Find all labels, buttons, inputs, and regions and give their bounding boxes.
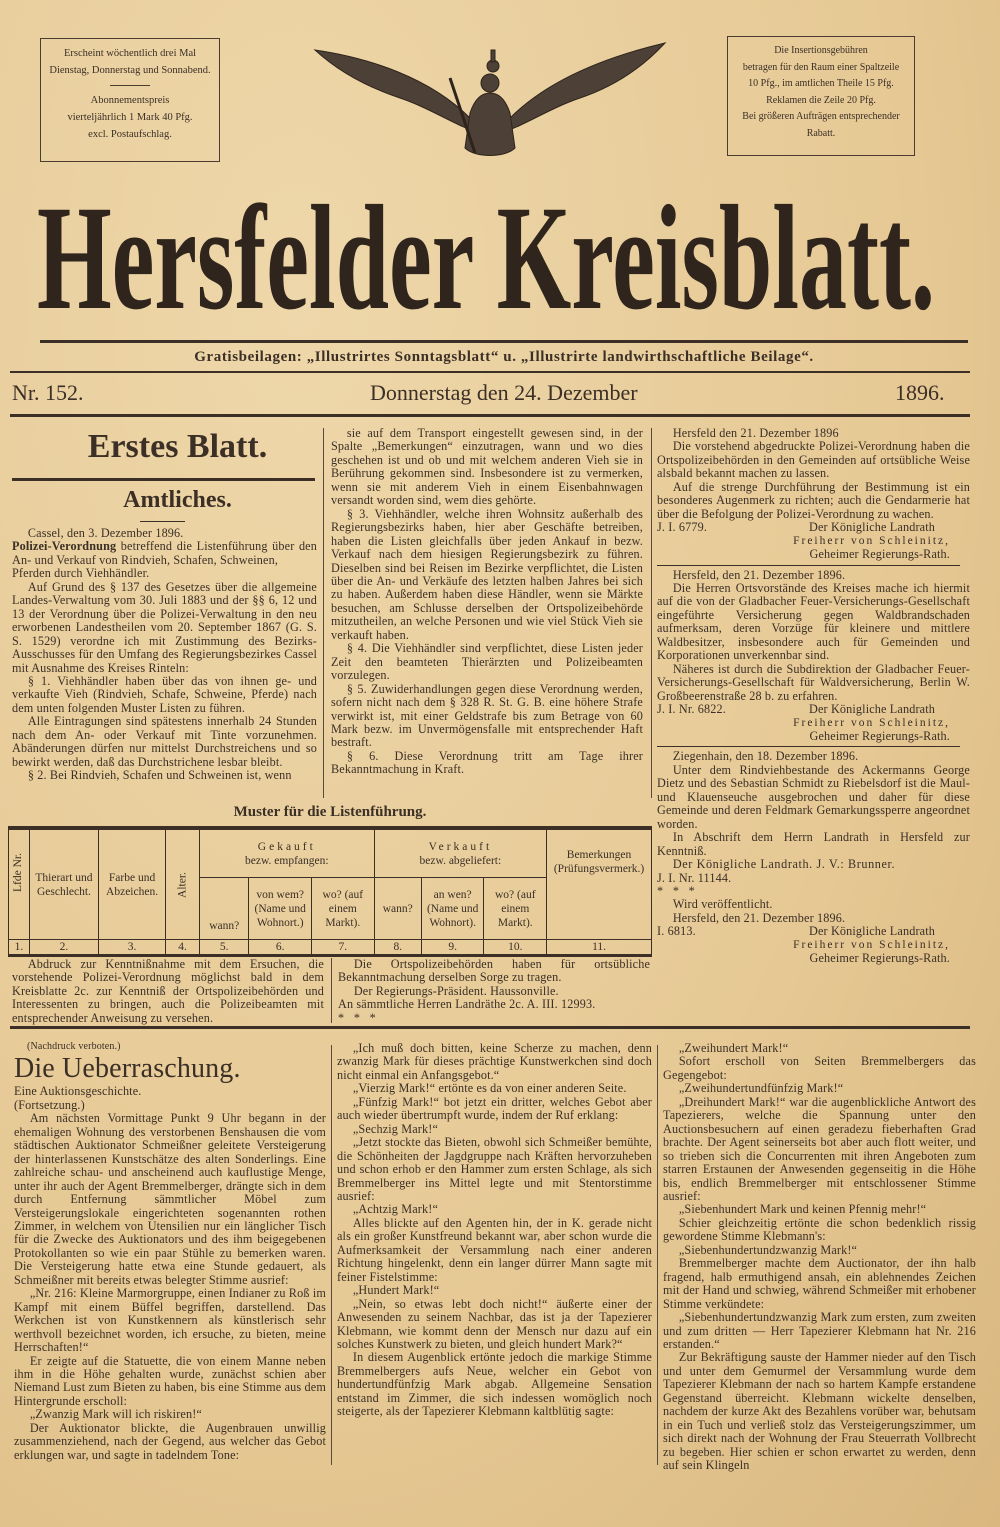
paragraph: § 2. Bei Rindvieh, Schafen und Schweinen ist, wenn (27, 768, 292, 783)
table-cell: 1. (9, 940, 30, 956)
issue-date: Donnerstag den 24. Dezember (370, 380, 638, 405)
paragraph: Näheres ist durch die Subdirektion der Gladbacher Feuer-Versicherungs-Gesellschaft für Waldversicherung, Berlin W. Großbeerenstraße 28 b. zu erfahren. (657, 661, 970, 703)
col-lfd-nr: Lfde Nr. (12, 852, 24, 892)
paragraph: „Ich muß doch bitten, keine Scherze zu machen, denn zwanzig Mark für dieses prächtige Kunstwerkchen sind doch nicht einmal ein Anfangsgebot.“ (337, 1041, 652, 1082)
notice3-signature: Geheimer Regierungs-Rath. (809, 951, 950, 966)
group-verkauft: Verkauft (428, 840, 493, 853)
col-thierart: Thierart und Geschlecht. (29, 830, 98, 940)
paragraph-list (663, 1042, 976, 1473)
feuilleton-col-2 (337, 1042, 652, 1419)
column-divider (323, 428, 324, 798)
frequency-line-1: Erscheint wöchentlich drei Mal (63, 48, 197, 59)
paragraph: In diesem Augenblick ertönte jedoch die markige Stimme Bremmelbergers aufs Neue, welcher ein Gebot von hundertundfünfzig Mark abgab. Allgemeine Sensation entstand im Zimmer, die sich indessen womöglich noch steigerte, als der Tapezierer Klebmann kaltblütig sagte: (337, 1350, 652, 1419)
column-divider (657, 1045, 658, 1465)
col-wann-2: wann? (374, 878, 421, 940)
paragraph: § 6. Diese Verordnung tritt am Tage ihrer Bekanntmachung in Kraft. (331, 748, 643, 777)
paragraph: Unter dem Rindviehbestande des Ackermanns George Dietz und des Sebastian Schmidt zu Riebelsdorf ist die Maul- und Klauenseuche ausgebrochen und daher für diese Gemeinde und deren Feldmark Gemarkungssperre angeordnet worden. (657, 762, 970, 831)
group-gekauft: Gekauft (257, 840, 316, 853)
paragraph: Der Auktionator blickte, die Augenbrauen unwillig zusammenziehend, nach der Gegend, aus welcher das Gebot erklungen war, und sagte in tadelndem Tone: (14, 1420, 326, 1462)
registry-table (8, 826, 652, 957)
notice1-signature: Freiherr von Schleinitz, (793, 534, 950, 547)
paragraph: „Sechzig Mark!“ (352, 1121, 439, 1136)
forwarding-note (12, 958, 324, 1025)
notice1-signature: Geheimer Regierungs-Rath. (809, 547, 950, 562)
rates-line-2: betragen für den Raum einer Spaltzeile (742, 61, 900, 73)
reprint-notice: (Nachdruck verboten.) (27, 1041, 121, 1052)
frequency-line-2: Dienstag, Donnerstag und Sonnabend. (49, 65, 211, 76)
paragraph: „Zweihundertundfünfzig Mark!“ (678, 1081, 844, 1096)
sheet-rule (12, 478, 315, 481)
story-title: Die Ueberraschung. (14, 1053, 241, 1085)
feuilleton-rule (10, 1026, 970, 1029)
paragraph-list (14, 1112, 326, 1462)
notice3-ref-2: I. 6813. (657, 924, 696, 939)
paragraph: „Zweihundert Mark!“ (678, 1041, 789, 1055)
price-label: Abonnementspreis (90, 95, 170, 106)
paragraph: „Dreihundert Mark!“ war die augenblickliche Antwort des Tapezierers, welche die Spannung unter den Auctionsbesuchern auf einen geradezu fieberhaften Grad brachte. Der Agent seinerseits bot aber auch flott weiter, und so trieben sich die Concurrenten mit ihren Angeboten zum starren Erstaunen der Anwesenden gegenseitig in die Höhe bis, endlich Bremmelberger mit entschlossener Stimme ausrief: (663, 1094, 976, 1203)
column-divider (331, 1045, 332, 1465)
price-note: excl. Postaufschlag. (88, 129, 172, 140)
paragraph: „Vierzig Mark!“ ertönte es da von einer anderen Seite. (352, 1081, 627, 1096)
feuilleton-col-3 (663, 1042, 976, 1473)
paragraph: Er zeigte auf die Statuette, die von einem Manne neben ihm in die Höhe gehalten wurde, zunächst schien aber Niemand Lust zum Bieten zu haben, bis eine Stimme aus dem Hintergrunde erscholl: (14, 1353, 326, 1408)
president-note (338, 958, 650, 1025)
story-subtitle: Eine Auktionsgeschichte. (14, 1084, 142, 1099)
heading-rule (140, 521, 185, 522)
paragraph: „Fünfzig Mark!“ bot jetzt ein dritter, welches Gebot aber auch wieder übertrumpft wurde, indem der Ruf erklang: (337, 1094, 652, 1123)
issue-number: Nr. 152. (12, 380, 84, 405)
stars-separator: * * * (657, 883, 695, 898)
notice2-signature: Geheimer Regierungs-Rath. (809, 729, 950, 743)
supplements-rule (10, 371, 970, 373)
paragraph: Am nächsten Vormittage Punkt 9 Uhr begann in der ehemaligen Wohnung des verstorbenen Benshausen die vom städtischen Auktionator Schmeißner geleitete Versteigerung der hinterlassenen Kunstschätze des alten Sonderlings. Eine zahlreiche schau- und anscheinend auch kauflustige Menge, unter ihr auch der Agent Bremmelberger, drängte sich in dem durch Entfernung sämmtlicher Möbel zum Versteigerungslokale eingerichteten sogenannten rothen Zimmer, in welchem von Utensilien nur ein länglicher Tisch für die Zwecke des Auktionators und des ihm beigegebenen Protokollanten so wie ein paar Stühle zu bemerken waren. Die Versteigerung hatte etwa eine Stunde gedauert, als Schmeißner mit bereits etwas belegter Stimme ausrief: (14, 1111, 326, 1287)
notice2-signature: Der Königliche Landrath (809, 702, 935, 717)
paragraph: § 3. Viehhändler, welche ihren Wohnsitz außerhalb des Regierungsbezirks haben, hier aber Geschäfte betreiben, haben die Listen gleichfalls über jeden Ankauf in bezw. Verkauf nach dem hiesigen Regierungsbezirk zu führen. Dieselben sind bei Reisen im Bezirke verpflichtet, die Listen über die An- und Verkäufe des letzten halben Jahres bei sich zu haben. Außerdem haben diese Händler, wenn sie Märkte besuchen, am Schlusse derselben der Ortspolizeibehörde mitzutheilen, an welche Personen und wie viel Stück Vieh sie verkauft haben. (331, 506, 643, 642)
issue-rule (10, 414, 970, 417)
paragraph: „Zwanzig Mark will ich riskiren!“ (29, 1407, 202, 1422)
notice-rule (657, 565, 960, 566)
newspaper-title (35, 160, 940, 330)
price-value: vierteljährlich 1 Mark 40 Pfg. (67, 112, 193, 123)
notice3-signature: Freiherr von Schleinitz, (793, 938, 950, 951)
paragraph: Alle Eintragungen sind spätestens innerhalb 24 Stunden nach dem An- oder Verkauf mit Tinte vorzunehmen. Abänderungen dürfen nur mittelst Durchstreichens und so bewirkt werden, daß das Durchstrichene lesbar bleibt. (12, 714, 317, 769)
paragraph: Auf die strenge Durchführung der Bestimmung ist ein besonderes Augenmerk zu richten; auch die Gendarmerie hat über die Befolgung der Polizei-Verordnung zu wachen. (657, 479, 970, 521)
issue-year: 1896. (895, 380, 945, 405)
column-official-3 (657, 427, 970, 966)
paragraph: Bremmelberger machte dem Auctionator, der ihn halb fragend, halb ermuthigend ansah, ein ablehnendes Zeichen mit der Hand und schwieg, während Schmeißer mit erhobener Stimme verkündete: (663, 1256, 976, 1311)
notice2-signature: Freiherr von Schleinitz, (793, 716, 950, 729)
subscription-box (40, 38, 220, 162)
paragraph-list (657, 582, 970, 703)
ordinance-title: Polizei-Verordnung (12, 539, 117, 554)
paragraph: „Siebenhundertundzwanzig Mark!“ (678, 1242, 858, 1257)
story-continuation: (Fortsetzung.) (14, 1097, 85, 1112)
col-bemerkungen: Bemerkungen (Prüfungsvermerk.) (547, 830, 652, 940)
paragraph: „Hundert Mark!“ (352, 1283, 440, 1298)
table-title: Muster für die Listenführung. (233, 804, 427, 820)
column-divider (331, 958, 332, 1023)
masthead-rule (40, 340, 968, 343)
table-cell: 4. (166, 940, 200, 956)
col-alter: Alter. (176, 871, 189, 898)
table-cell: 5. (199, 940, 248, 956)
rates-line-5: Bei größeren Aufträgen entsprechender (742, 111, 900, 122)
paragraph: Zur Bekräftigung sauste der Hammer nieder auf den Tisch und unter dem Gemurmel der Versammlung wurde dem Tapezierer Klebmann der nach so hartem Kampfe erstandene Gegenstand überreicht. Klebmann wickelte denselben, nachdem der kurze Akt des Bezahlens vorüber war, behutsam in ein Tuch und verließ stolz das Versteigerungszimmer, um sich direkt nach der Wohnung der Frau Steuerrath Vollbrecht zu begeben. Hier schien er schon erwartet zu werden, denn auf sein Klingeln (663, 1350, 976, 1473)
notice2-dateline: Hersfeld, den 21. Dezember 1896. (672, 567, 846, 582)
ordinance-subject-end: Pferden durch Viehhändler. (12, 566, 150, 581)
group-verkauft-sub: bezw. abgeliefert: (419, 854, 502, 867)
paragraph: sie auf dem Transport eingestellt gewesen sind, in der Spalte „Bemerkungen“ einzutragen, wann und wo dies geschehen ist und ob und mit welchem anderen Vieh sie in Berührung gekommen sind. Insbesondere ist zu vermerken, wenn sie mit anderem Vieh in einem Eisenbahnwagen versandt worden sind, wem dies gehörte. (331, 426, 643, 508)
paragraph: „Siebenhundert Mark und keinen Pfennig mehr!“ (678, 1202, 927, 1217)
paragraph-list (337, 1042, 652, 1419)
paragraph: Schier gleichzeitig ertönte die schon bedenklich rissig gewordene Stimme Klebmann's: (663, 1215, 976, 1244)
dateline: Cassel, den 3. Dezember 1896. (27, 526, 184, 540)
notice3-signature: Der Königliche Landrath (809, 924, 935, 939)
table-cell: 9. (421, 940, 484, 956)
ordinance-lead (12, 540, 317, 567)
section-heading: Amtliches. (123, 487, 232, 513)
notice2-ref: J. I. Nr. 6822. (657, 702, 726, 717)
notice1-ref: J. I. 6779. (657, 520, 708, 535)
paragraph: § 1. Viehhändler haben über das von ihnen ge- und verkaufte Vieh (Rindvieh, Schafe, Schweine, Pferde) nach dem unten folgenden Muster Listen zu führen. (12, 673, 317, 715)
newspaper-title-text: Hersfelder Kreisblatt. (37, 175, 935, 330)
notice-rule (657, 746, 960, 747)
notice3-ref: J. I. Nr. 11144. (657, 870, 732, 885)
president-text: Die Ortspolizeibehörden haben für ortsübliche Bekanntmachung derselben Sorge zu tragen. (338, 957, 650, 985)
rates-line-3: 10 Pfg., im amtlichen Theile 15 Pfg. (748, 78, 894, 89)
table-cell: 7. (312, 940, 375, 956)
paragraph: § 5. Zuwiderhandlungen gegen diese Verordnung werden, sofern nicht nach dem § 328 R. St. G. B. eine höhere Strafe verwirkt ist, mit einer Geldstrafe bis zum Betrage von 60 Mark bezw. im Unvermögensfalle mit entsprechender Haft bestraft. (331, 681, 643, 750)
paragraph: Die vorstehend abgedruckte Polizei-Verordnung haben die Ortspolizeibehörden in den Gemeinden auf ortsübliche Weise alsbald bekannt machen zu lassen. (657, 439, 970, 481)
paragraph: „Jetzt stockte das Bieten, obwohl sich Schmeißer bemühte, die Schönheiten der Jagdgruppe nach Kräften hervorzuheben und schon erhob er den Hammer zum ersten Schlage, als sich Bremmelberger ins Mittel legte und mit Stentorstimme ausrief: (337, 1135, 652, 1203)
published-note: Wird veröffentlicht. (672, 897, 773, 912)
paragraph: In Abschrift dem Herrn Landrath in Hersfeld zur Kenntniß. (657, 830, 970, 858)
paragraph: „Nein, so etwas lebt doch nicht!“ äußerte einer der Anwesenden zu seinem Nachbar, das ist ja der Tapezierer Klebmann, wie kommt denn der Mensch nur dazu auf ein solches Kunstwerk zu bieten, und gleich hundert Mark?“ (337, 1296, 652, 1351)
table-cell: 11. (547, 940, 652, 956)
eagle-emblem-icon (310, 38, 670, 163)
column-official-2 (331, 427, 643, 777)
supplements-line: Gratisbeilagen: „Illustrirtes Sonntagsblatt“ u. „Illustrirte landwirthschaftliche Beilage“. (194, 349, 814, 365)
col-an-wen: an wen? (Name und Wohnort). (421, 878, 484, 940)
col-wann: wann? (199, 878, 248, 940)
group-gekauft-sub: bezw. empfangen: (245, 854, 329, 867)
paragraph: Auf Grund des § 137 des Gesetzes über die allgemeine Landes-Verwaltung vom 30. Juli 1883 und der §§ 6, 12 und 13 der Verordnung über die Polizei-Verwaltung in den neu erworbenen Landestheilen vom 20. September 1867 (G. S. S. 1529) verordne ich mit Zustimmung des Bezirks-Ausschusses für den Umfang des Regierungsbezirkes Cassel mit Ausnahme des Kreises Rinteln: (12, 579, 317, 675)
column-official-1 (12, 527, 317, 783)
table-cell: 3. (99, 940, 166, 956)
column-divider (651, 428, 652, 798)
paragraph: Alles blickte auf den Agenten hin, der in K. gerade nicht als ein großer Kunstfreund bekannt war, aber schon wurde die Aufmerksamkeit der Versammlung nach einer anderen Richtung hingelenkt, denn ein langer dürrer Mann sagte mit feiner Fistelstimme: (337, 1215, 652, 1284)
ordinance-subject: betreffend die Listenführung über den An- und Verkauf von Rindvieh, Schafen, Schweinen, (12, 539, 317, 567)
col-von-wem: von wem? (Name und Wohnort.) (249, 878, 312, 940)
paragraph: Sofort erscholl von Seiten Bremmelbergers das Gegengebot: (663, 1054, 976, 1082)
col-farbe: Farbe und Abzeichen. (99, 830, 166, 940)
paragraph: Die Herren Ortsvorstände des Kreises mache ich hiermit auf die von der Gladbacher Feuer-Versicherungs-Gesellschaft eingeführte Versicherung gegen Waldbrandschaden aufmerksam, deren Vorzüge für kleinere und mittlere Waldbesitzer, insbesondere auch für Gemeinden und Korporationen unverkennbar sind. (657, 581, 970, 663)
paragraph: „Nr. 216: Kleine Marmorgruppe, einen Indianer zu Roß im Kampf mit einem Büffel begriffen, darstellend. Das Werkchen ist von Kunstkennern als künstlerisch sehr werthvoll bezeichnet worden, ich ersuche, zu bieten, meine Herrschaften!“ (14, 1286, 326, 1355)
paragraph: „Siebenhundertundzwanzig Mark zum ersten, zum zweiten und zum dritten — Herr Tapezierer Klebmann hat Nr. 216 erstanden.“ (663, 1310, 976, 1351)
table-cell: 10. (484, 940, 547, 956)
president-ref: An sämmtliche Herren Landräthe 2c. A. III. 12993. (338, 997, 596, 1012)
notice1-signature: Der Königliche Landrath (809, 520, 935, 535)
paragraph: „Achtzig Mark!“ (352, 1202, 439, 1217)
president-signature: Der Regierungs-Präsident. Haussonville. (353, 983, 559, 998)
notice1-dateline: Hersfeld den 21. Dezember 1896 (672, 426, 839, 440)
forwarding-text: Abdruck zur Kenntnißnahme mit dem Ersuchen, die vorstehende Polizei-Verordnung möglichst bald in dem Kreisblatte 2c. zur Kenntniß der Ortspolizeibehörden und Interessenten zu bringen, auch die Polizeibeamten mit entsprechender Anweisung zu versehen. (12, 957, 324, 1025)
rates-line-6: Rabatt. (806, 127, 836, 139)
notice3-dateline: Ziegenhain, den 18. Dezember 1896. (672, 749, 859, 764)
divider (110, 85, 150, 86)
paragraph: § 4. Die Viehhändler sind verpflichtet, diese Listen jeder Zeit den beamteten Thierärzten und Polizeibeamten vorzulegen. (331, 641, 643, 683)
table-cell: 6. (249, 940, 312, 956)
advertising-rates-box (727, 36, 915, 156)
notice3-signature: Der Königliche Landrath. J. V.: Brunner. (672, 857, 896, 872)
paragraph-list (657, 440, 970, 521)
rates-line-4: Reklamen die Zeile 20 Pfg. (766, 94, 876, 106)
paragraph-list (331, 427, 643, 777)
col-wo-2: wo? (auf einem Markt). (484, 878, 547, 940)
table-cell: 8. (374, 940, 421, 956)
stars-separator: * * * (338, 1010, 376, 1025)
table-cell: 2. (29, 940, 98, 956)
paragraph-list (657, 764, 970, 858)
rates-line-1: Die Insertionsgebühren (774, 45, 868, 56)
notice3-dateline-2: Hersfeld, den 21. Dezember 1896. (672, 910, 846, 925)
col-wo: wo? (auf einem Markt). (312, 878, 375, 940)
paragraph-list (12, 581, 317, 783)
feuilleton-col-1 (14, 1040, 326, 1462)
sheet-label: Erstes Blatt. (87, 428, 268, 465)
